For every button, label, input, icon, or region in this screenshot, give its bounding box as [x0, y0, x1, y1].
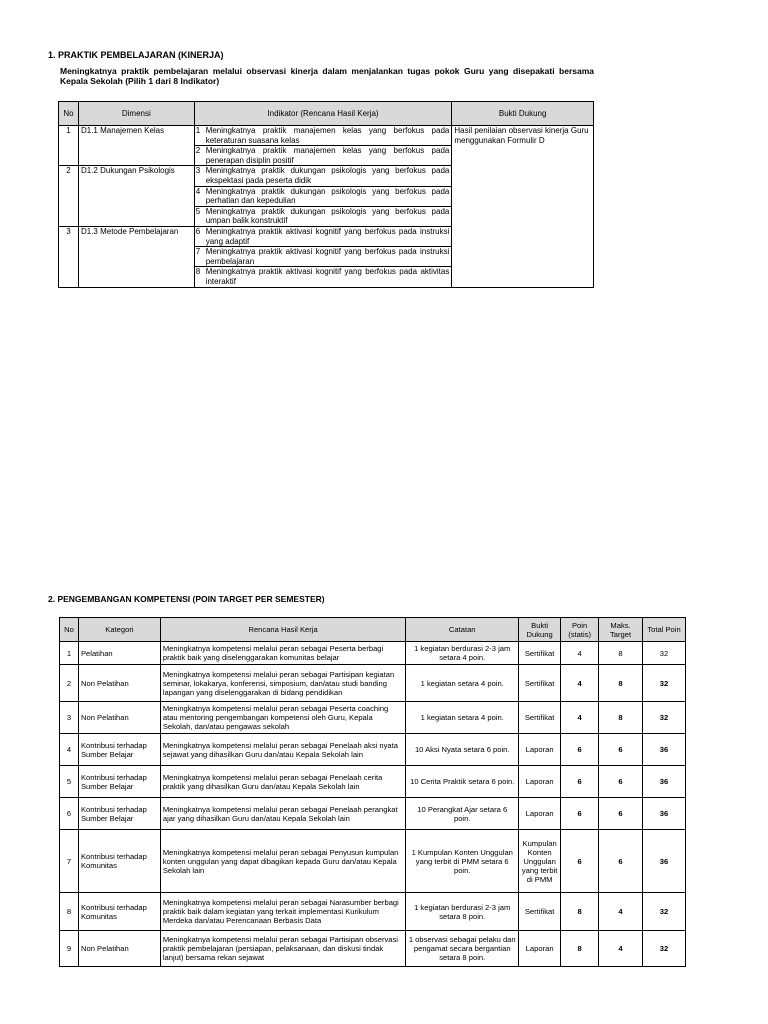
row-maks: 4 [599, 931, 643, 967]
row-rencana: Meningkatnya kompetensi melalui peran sebagai Peserta berbagi praktik baik yang diselenggarakan komunitas belajar [160, 642, 405, 665]
header-no: No [60, 618, 79, 642]
indicator-number: 7 [194, 247, 203, 267]
header-rencana: Rencana Hasil Kerja [160, 618, 405, 642]
row-no: 4 [60, 734, 79, 766]
kompetensi-row [60, 766, 686, 798]
row-bukti: Sertifikat [519, 702, 561, 734]
row-no: 5 [60, 766, 79, 798]
section1-description: Meningkatnya praktik pembelajaran melalui observasi kinerja dalam menjalankan tugas pokok Guru yang disepakati bersama Kepala Sekolah (Pilih 1 dari 8 Indikator) [60, 66, 594, 86]
row-catatan: 10 Aksi Nyata setara 6 poin. [406, 734, 519, 766]
dimension-name: D1.3 Metode Pembelajaran [78, 226, 194, 287]
row-total: 36 [643, 798, 686, 830]
kompetensi-row [60, 798, 686, 830]
row-rencana: Meningkatnya kompetensi melalui peran sebagai Penelaah aksi nyata sejawat yang dihasilkan Guru dan/atau Kepala Sekolah lain [160, 734, 405, 766]
header-catatan: Catatan [406, 618, 519, 642]
row-total: 36 [643, 830, 686, 893]
row-total: 32 [643, 702, 686, 734]
row-maks: 6 [599, 766, 643, 798]
row-kategori: Kontribusi terhadap Komunitas [78, 830, 160, 893]
row-kategori: Non Pelatihan [78, 702, 160, 734]
row-maks: 6 [599, 798, 643, 830]
kompetensi-row [60, 702, 686, 734]
row-no: 1 [60, 642, 79, 665]
row-catatan: 1 kegiatan setara 4 poin. [406, 665, 519, 702]
indicator-text: Meningkatnya praktik manajemen kelas yang berfokus pada keteraturan suasana kelas [204, 126, 452, 146]
kompetensi-row [60, 931, 686, 967]
row-maks: 8 [599, 702, 643, 734]
kompetensi-row [60, 893, 686, 931]
dimension-no: 2 [59, 166, 79, 227]
kompetensi-row [60, 642, 686, 665]
header-kategori: Kategori [78, 618, 160, 642]
row-maks: 8 [599, 642, 643, 665]
row-poin: 4 [561, 665, 599, 702]
row-no: 9 [60, 931, 79, 967]
row-catatan: 1 observasi sebagai pelaku dan pengamat secara bergantian setara 8 poin. [406, 931, 519, 967]
row-poin: 8 [561, 893, 599, 931]
row-bukti: Laporan [519, 766, 561, 798]
indicator-text: Meningkatnya praktik aktivasi kognitif yang berfokus pada aktivitas interaktif [204, 267, 452, 287]
header-poin: Poin (statis) [561, 618, 599, 642]
indicator-text: Meningkatnya praktik dukungan psikologis yang berfokus pada ekspektasi pada peserta didik [204, 166, 452, 186]
row-bukti: Laporan [519, 798, 561, 830]
dimension-name: D1.1 Manajemen Kelas [78, 126, 194, 166]
row-catatan: 1 Kumpulan Konten Unggulan yang terbit di PMM setara 6 poin. [406, 830, 519, 893]
header-total: Total Poin [643, 618, 686, 642]
kompetensi-row [60, 734, 686, 766]
row-rencana: Meningkatnya kompetensi melalui peran sebagai Penelaah cerita praktik yang dihasilkan Guru dan/atau Kepala Sekolah lain [160, 766, 405, 798]
indicator-text: Meningkatnya praktik dukungan psikologis yang berfokus pada umpan balik konstruktif [204, 206, 452, 226]
row-poin: 6 [561, 766, 599, 798]
row-rencana: Meningkatnya kompetensi melalui peran sebagai Penyusun kumpulan konten unggulan yang dapat dibagikan kepada Guru dan/atau Kepala Sekolah lain [160, 830, 405, 893]
row-no: 3 [60, 702, 79, 734]
kompetensi-table [59, 617, 686, 967]
row-total: 32 [643, 642, 686, 665]
row-catatan: 1 kegiatan berdurasi 2-3 jam setara 8 poin. [406, 893, 519, 931]
row-maks: 4 [599, 893, 643, 931]
row-bukti: Sertifikat [519, 665, 561, 702]
row-kategori: Non Pelatihan [78, 931, 160, 967]
row-maks: 8 [599, 665, 643, 702]
row-rencana: Meningkatnya kompetensi melalui peran sebagai Penelaah perangkat ajar yang dihasilkan Guru dan/atau Kepala Sekolah lain [160, 798, 405, 830]
row-bukti: Laporan [519, 931, 561, 967]
row-poin: 4 [561, 642, 599, 665]
header-dimensi: Dimensi [78, 102, 194, 126]
indicator-number: 2 [194, 146, 203, 166]
kompetensi-row [60, 665, 686, 702]
row-rencana: Meningkatnya kompetensi melalui peran sebagai Partisipan observasi praktik pembelajaran (persiapan, pelaksanaan, dan diskusi tindak lanjut) bersama rekan sejawat [160, 931, 405, 967]
row-poin: 6 [561, 830, 599, 893]
row-bukti: Sertifikat [519, 642, 561, 665]
row-kategori: Non Pelatihan [78, 665, 160, 702]
row-no: 2 [60, 665, 79, 702]
row-total: 36 [643, 766, 686, 798]
header-bukti: Bukti Dukung [519, 618, 561, 642]
row-rencana: Meningkatnya kompetensi melalui peran sebagai Peserta coaching atau mentoring pengembangan kompetensi oleh Guru, Kepala Sekolah, dan/atau pengawas sekolah [160, 702, 405, 734]
indicator-row [59, 126, 594, 146]
kinerja-table [58, 101, 594, 288]
row-poin: 6 [561, 798, 599, 830]
section2-title: 2. PENGEMBANGAN KOMPETENSI (POIN TARGET PER SEMESTER) [48, 594, 325, 604]
row-no: 6 [60, 798, 79, 830]
row-total: 32 [643, 931, 686, 967]
indicator-number: 4 [194, 186, 203, 206]
row-catatan: 1 kegiatan setara 4 poin. [406, 702, 519, 734]
kompetensi-header-row [60, 618, 686, 642]
row-total: 32 [643, 665, 686, 702]
row-poin: 8 [561, 931, 599, 967]
indicator-text: Meningkatnya praktik aktivasi kognitif yang berfokus pada instruksi yang adaptif [204, 226, 452, 246]
bukti-dukung: Hasil penilaian observasi kinerja Guru menggunakan Formulir D [452, 126, 594, 288]
row-kategori: Kontribusi terhadap Sumber Belajar [78, 798, 160, 830]
indicator-number: 1 [194, 126, 203, 146]
indicator-number: 3 [194, 166, 203, 186]
header-indikator: Indikator (Rencana Hasil Kerja) [194, 102, 452, 126]
row-bukti: Kumpulan Konten Unggulan yang terbit di PMM [519, 830, 561, 893]
dimension-no: 1 [59, 126, 79, 166]
row-poin: 4 [561, 702, 599, 734]
row-kategori: Kontribusi terhadap Komunitas [78, 893, 160, 931]
indicator-number: 5 [194, 206, 203, 226]
row-kategori: Kontribusi terhadap Sumber Belajar [78, 766, 160, 798]
kompetensi-row [60, 830, 686, 893]
row-no: 8 [60, 893, 79, 931]
dimension-name: D1.2 Dukungan Psikologis [78, 166, 194, 227]
header-bukti: Bukti Dukung [452, 102, 594, 126]
row-catatan: 10 Perangkat Ajar setara 6 poin. [406, 798, 519, 830]
indicator-number: 6 [194, 226, 203, 246]
row-maks: 6 [599, 734, 643, 766]
indicator-text: Meningkatnya praktik dukungan psikologis yang berfokus pada perhatian dan kepedulian [204, 186, 452, 206]
dimension-no: 3 [59, 226, 79, 287]
section1-title: 1. PRAKTIK PEMBELAJARAN (KINERJA) [48, 50, 224, 60]
row-total: 36 [643, 734, 686, 766]
indicator-text: Meningkatnya praktik manajemen kelas yang berfokus pada penerapan disiplin positif [204, 146, 452, 166]
kinerja-header-row [59, 102, 594, 126]
row-no: 7 [60, 830, 79, 893]
row-maks: 6 [599, 830, 643, 893]
row-bukti: Sertifikat [519, 893, 561, 931]
row-kategori: Kontribusi terhadap Sumber Belajar [78, 734, 160, 766]
indicator-number: 8 [194, 267, 203, 287]
row-rencana: Meningkatnya kompetensi melalui peran sebagai Narasumber berbagi praktik baik dalam kegiatan yang terkait implementasi Kurikulum Merdeka dan/atau Perencanaan Berbasis Data [160, 893, 405, 931]
header-maks: Maks. Target [599, 618, 643, 642]
row-catatan: 10 Cerita Praktik setara 6 poin. [406, 766, 519, 798]
row-total: 32 [643, 893, 686, 931]
row-catatan: 1 kegiatan berdurasi 2-3 jam setara 4 poin. [406, 642, 519, 665]
row-poin: 6 [561, 734, 599, 766]
row-rencana: Meningkatnya kompetensi melalui peran sebagai Partisipan kegiatan seminar, lokakarya, konferensi, simposium, dan/atau studi banding lapangan yang diselenggarakan di bidang pendidikan [160, 665, 405, 702]
header-no: No [59, 102, 79, 126]
row-kategori: Pelatihan [78, 642, 160, 665]
row-bukti: Laporan [519, 734, 561, 766]
indicator-text: Meningkatnya praktik aktivasi kognitif yang berfokus pada instruksi pembelajaran [204, 247, 452, 267]
